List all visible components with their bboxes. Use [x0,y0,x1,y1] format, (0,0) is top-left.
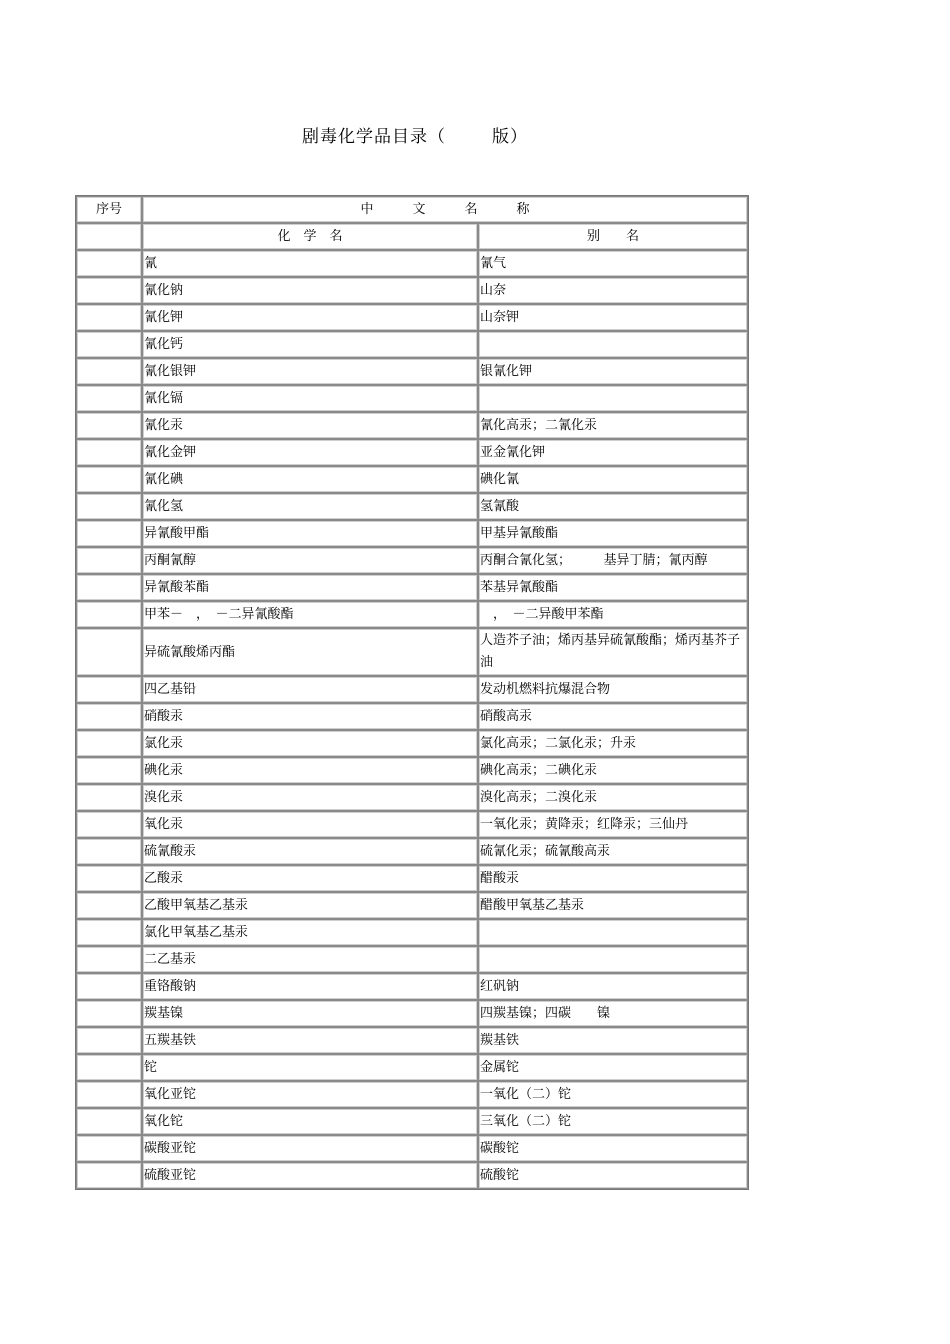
table-row [76,439,748,466]
table-row [76,331,748,358]
row-alias: 三氧化（二）铊 [478,1108,748,1135]
header-chinese-name: 中 文 名 称 [142,196,748,223]
row-alias: 亚金氰化钾 [478,439,748,466]
row-alias: 红矾钠 [478,973,748,1000]
row-seq-cell [76,946,142,973]
row-alias: 碳酸铊 [478,1135,748,1162]
table-row [76,628,748,676]
row-alias: 山奈钾 [478,304,748,331]
title-text-left: 剧毒化学品目录（ [302,127,446,147]
row-chem-name: 氰化金钾 [142,439,478,466]
table-row [76,277,748,304]
row-seq-cell [76,973,142,1000]
row-alias: 硝酸高汞 [478,703,748,730]
row-chem-name: 异硫氰酸烯丙酯 [142,628,478,676]
row-alias: 碘化氰 [478,466,748,493]
row-alias: 发动机燃料抗爆混合物 [478,676,748,703]
table-row [76,547,748,574]
row-alias [478,919,748,946]
row-chem-name: 氰化钙 [142,331,478,358]
row-seq-cell [76,1162,142,1189]
row-chem-name: 氯化甲氧基乙基汞 [142,919,478,946]
row-alias: 醋酸汞 [478,865,748,892]
row-chem-name: 二乙基汞 [142,946,478,973]
row-chem-name: 氰 [142,250,478,277]
row-chem-name: 溴化汞 [142,784,478,811]
row-chem-name: 氰化钠 [142,277,478,304]
chemicals-table [75,195,749,1190]
row-chem-name: 硫氰酸汞 [142,838,478,865]
row-alias: 羰基铁 [478,1027,748,1054]
row-alias: 一氧化汞；黄降汞；红降汞；三仙丹 [478,811,748,838]
row-chem-name: 乙酸汞 [142,865,478,892]
row-seq-cell [76,574,142,601]
row-seq-cell [76,703,142,730]
table-row [76,1162,748,1189]
row-chem-name: 氰化镉 [142,385,478,412]
table-row [76,1081,748,1108]
table-row [76,1135,748,1162]
row-chem-name: 碳酸亚铊 [142,1135,478,1162]
table-row [76,574,748,601]
table-row [76,385,748,412]
row-seq-cell [76,250,142,277]
row-chem-name: 异氰酸苯酯 [142,574,478,601]
row-alias: 人造芥子油；烯丙基异硫氰酸酯；烯丙基芥子油 [478,628,748,676]
row-alias: 硫酸铊 [478,1162,748,1189]
row-chem-name: 硝酸汞 [142,703,478,730]
row-alias: 甲基异氰酸酯 [478,520,748,547]
row-seq-cell [76,784,142,811]
row-seq-cell [76,838,142,865]
row-seq-cell [76,865,142,892]
table-row [76,838,748,865]
page-title [0,122,830,147]
header-chem-name: 化 学 名 [142,223,478,250]
row-seq-cell [76,919,142,946]
table-row [76,520,748,547]
row-chem-name: 四乙基铅 [142,676,478,703]
title-text-right: 版） [492,127,528,147]
table-row [76,757,748,784]
row-alias [478,385,748,412]
header-row-1 [76,196,748,223]
row-alias: 银氰化钾 [478,358,748,385]
table-row [76,493,748,520]
table-row [76,811,748,838]
table-row [76,973,748,1000]
row-alias: 氰化高汞；二氰化汞 [478,412,748,439]
row-seq-cell [76,676,142,703]
row-chem-name: 氯化汞 [142,730,478,757]
row-alias: 金属铊 [478,1054,748,1081]
table-row [76,304,748,331]
row-alias: 醋酸甲氧基乙基汞 [478,892,748,919]
table-row [76,1108,748,1135]
row-seq-cell [76,412,142,439]
table-row [76,250,748,277]
row-chem-name: 羰基镍 [142,1000,478,1027]
header-seq: 序号 [76,196,142,223]
row-chem-name: 甲苯－ ， －二异氰酸酯 [142,601,478,628]
row-seq-cell [76,730,142,757]
row-alias: 一氧化（二）铊 [478,1081,748,1108]
row-chem-name: 氰化碘 [142,466,478,493]
table-row [76,1054,748,1081]
row-seq-cell [76,1081,142,1108]
row-chem-name: 氧化亚铊 [142,1081,478,1108]
row-chem-name: 氰化银钾 [142,358,478,385]
row-alias: 氰气 [478,250,748,277]
table-row [76,1000,748,1027]
row-alias: 苯基异氰酸酯 [478,574,748,601]
table-row [76,601,748,628]
row-chem-name: 铊 [142,1054,478,1081]
table-row [76,1027,748,1054]
row-seq-cell [76,1108,142,1135]
row-seq-cell [76,439,142,466]
table-row [76,676,748,703]
row-chem-name: 氰化氢 [142,493,478,520]
row-seq-cell [76,520,142,547]
table-row [76,919,748,946]
row-alias: 四羰基镍；四碳 镍 [478,1000,748,1027]
row-seq-cell [76,601,142,628]
row-chem-name: 硫酸亚铊 [142,1162,478,1189]
table-row [76,730,748,757]
row-chem-name: 五羰基铁 [142,1027,478,1054]
row-seq-cell [76,358,142,385]
row-alias: ， －二异酸甲苯酯 [478,601,748,628]
row-alias [478,946,748,973]
row-alias: 硫氰化汞；硫氰酸高汞 [478,838,748,865]
row-chem-name: 异氰酸甲酯 [142,520,478,547]
row-seq-cell [76,757,142,784]
table-row [76,358,748,385]
table-row [76,412,748,439]
row-chem-name: 氧化汞 [142,811,478,838]
row-seq-cell [76,1054,142,1081]
row-seq-cell [76,466,142,493]
header-seq-empty [76,223,142,250]
header-alias: 别 名 [478,223,748,250]
table-body [76,196,748,1189]
row-seq-cell [76,547,142,574]
table-row [76,946,748,973]
row-seq-cell [76,628,142,676]
row-alias: 碘化高汞；二碘化汞 [478,757,748,784]
row-alias: 氢氰酸 [478,493,748,520]
row-alias: 溴化高汞；二溴化汞 [478,784,748,811]
row-alias: 氯化高汞；二氯化汞；升汞 [478,730,748,757]
row-chem-name: 丙酮氰醇 [142,547,478,574]
row-chem-name: 乙酸甲氧基乙基汞 [142,892,478,919]
row-seq-cell [76,1000,142,1027]
header-row-2 [76,223,748,250]
row-seq-cell [76,811,142,838]
row-chem-name: 碘化汞 [142,757,478,784]
row-seq-cell [76,304,142,331]
row-seq-cell [76,385,142,412]
table-row [76,784,748,811]
row-seq-cell [76,892,142,919]
row-alias: 丙酮合氰化氢； 基异丁腈；氰丙醇 [478,547,748,574]
row-seq-cell [76,1027,142,1054]
row-seq-cell [76,277,142,304]
row-chem-name: 氧化铊 [142,1108,478,1135]
row-seq-cell [76,1135,142,1162]
row-alias: 山奈 [478,277,748,304]
table-row [76,703,748,730]
row-chem-name: 氰化钾 [142,304,478,331]
row-chem-name: 氰化汞 [142,412,478,439]
row-seq-cell [76,331,142,358]
table-row [76,892,748,919]
row-seq-cell [76,493,142,520]
table-row [76,466,748,493]
table-row [76,865,748,892]
row-chem-name: 重铬酸钠 [142,973,478,1000]
row-alias [478,331,748,358]
